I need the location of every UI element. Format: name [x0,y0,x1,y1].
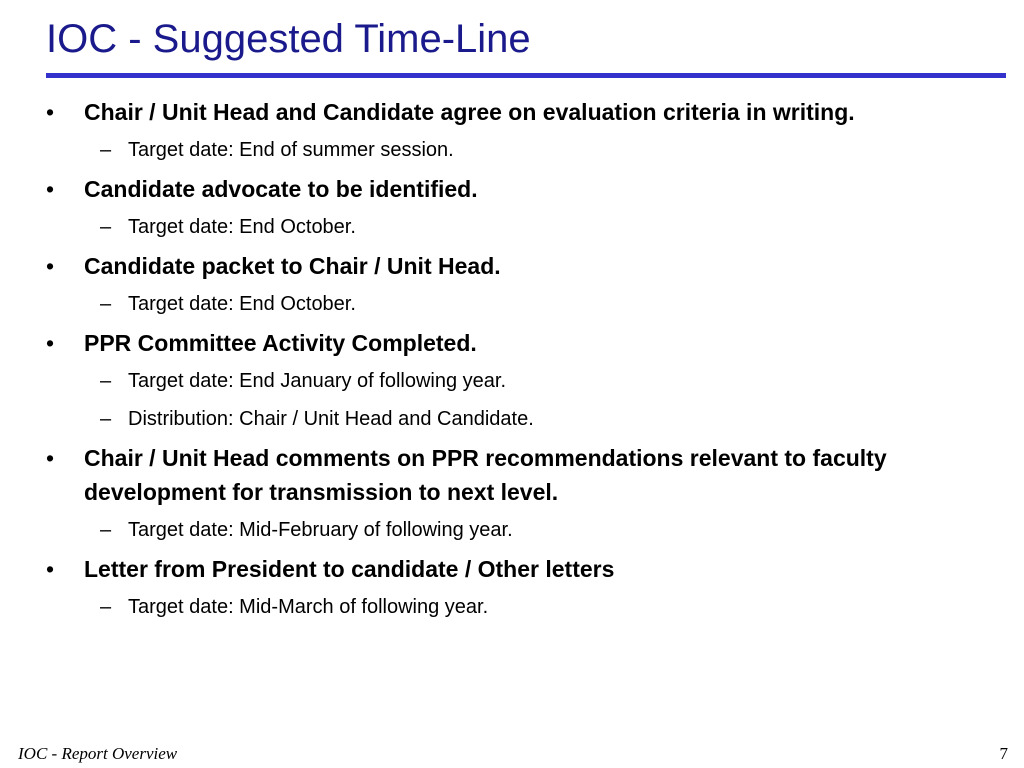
sub-marker: – [100,519,112,541]
sub-list [46,131,946,169]
title-divider [46,73,1006,78]
sub-item [46,511,946,549]
bullet-marker: • [46,99,55,125]
bullet-marker: • [46,253,55,279]
sub-item-text: Target date: Mid-March of following year. [128,596,489,618]
bullet-item [46,326,946,360]
bullet-list [46,92,946,628]
bullet-text: Letter from President to candidate / Other letters [84,556,615,582]
sub-list [46,362,946,438]
sub-marker: – [100,370,112,392]
bullet-item [46,441,946,509]
bullet-item [46,95,946,129]
sub-item-text: Target date: End January of following year. [128,370,507,392]
sub-item [46,588,946,626]
bullet-item [46,172,946,206]
bullet-item [46,552,946,586]
bullet-text: Candidate advocate to be identified. [84,176,478,202]
bullet-marker: • [46,330,55,356]
footer-presentation-title: IOC - Report Overview [18,744,178,763]
sub-item [46,400,946,438]
bullet-marker: • [46,556,55,582]
sub-item-text: Target date: End October. [128,293,356,315]
bullet-text: Chair / Unit Head and Candidate agree on evaluation criteria in writing. [84,99,855,125]
sub-list [46,208,946,246]
slide-title: IOC - Suggested Time-Line [46,17,531,61]
sub-item-text: Target date: End of summer session. [128,139,454,161]
sub-list [46,511,946,549]
sub-list [46,285,946,323]
sub-item [46,131,946,169]
footer-page-number: 7 [999,744,1008,763]
bullet-item [46,249,946,283]
sub-item [46,208,946,246]
sub-item-text: Distribution: Chair / Unit Head and Candidate. [128,408,534,430]
bullet-text: PPR Committee Activity Completed. [84,330,477,356]
bullet-text: Candidate packet to Chair / Unit Head. [84,253,501,279]
sub-marker: – [100,408,112,430]
sub-marker: – [100,596,112,618]
sub-item [46,285,946,323]
sub-item-text: Target date: Mid-February of following year. [128,519,513,541]
bullet-marker: • [46,176,55,202]
sub-marker: – [100,216,112,238]
bullet-text: Chair / Unit Head comments on PPR recommendations relevant to faculty development for transmission to next level. [84,445,887,505]
sub-marker: – [100,139,112,161]
sub-item [46,362,946,400]
sub-item-text: Target date: End October. [128,216,356,238]
sub-marker: – [100,293,112,315]
sub-list [46,588,946,626]
bullet-marker: • [46,445,55,471]
